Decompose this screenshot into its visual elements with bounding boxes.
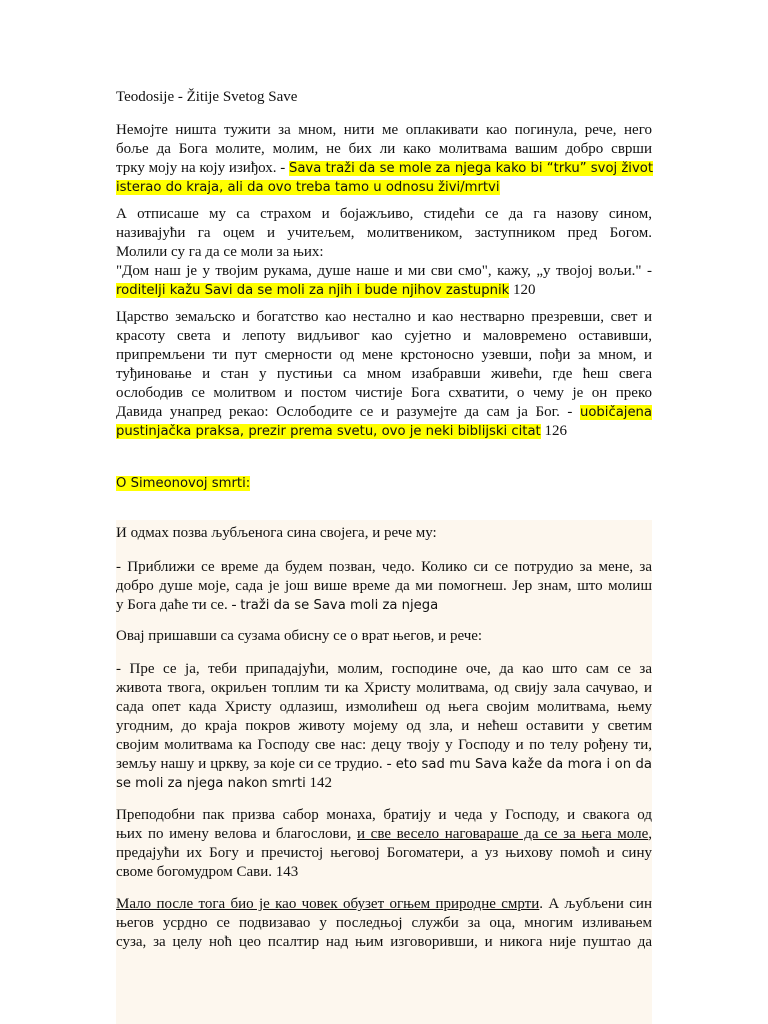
quote-paragraph-2-line xyxy=(116,596,652,615)
quote-paragraph-5-line: Преподобни пак призва сабор монаха, братију и чеда у Господу, и свакога од xyxy=(116,807,652,823)
quote-paragraph-4-line xyxy=(116,774,652,793)
quote-paragraph-4-line: својим молитвама ка Господу све нас: децу твоју у Господу и по телу рођену ти, xyxy=(116,737,652,753)
quote-paragraph-2-line: добро душе моје, сада је још више време да ми помогнеш. Јер знам, што молиш xyxy=(116,578,652,594)
comment-text: eto sad mu Sava kaže da mora i on da xyxy=(395,757,652,772)
section-heading xyxy=(116,474,652,493)
paragraph-2-line: А отписаше му са страхом и бојажљиво, стидећи се да га назову сином, xyxy=(116,206,652,222)
paragraph-3-line: Царство земаљско и богатство као нестално и као нестварно презревши, свет и xyxy=(116,309,652,325)
paragraph-3-line: туђиновање и стан у пустињи са мном изабравши живећи, где ћеш свега xyxy=(116,366,652,382)
underlined-text: и све весело наговараше да се за њега моле xyxy=(357,826,649,842)
quote-paragraph-5-line: своме богомудром Сави. 143 xyxy=(116,864,299,880)
highlighted-comment: pustinjačka praksa, prezir prema svetu, ovo je neki biblijski citat xyxy=(116,424,541,439)
paragraph-3-line: припремљени ти пут смерности од мене крстоносно узевши, пођи за мном, и xyxy=(116,347,652,363)
quote-paragraph-1: И одмах позва љубљенога сина својега, и рече му: xyxy=(116,525,437,541)
quote-paragraph-4-line xyxy=(116,755,652,774)
paragraph-2-line: називајући га оцем и учитељем, молитвеником, заступником пред Богом. xyxy=(116,225,652,241)
quote-paragraph-6-line xyxy=(116,895,652,914)
page-reference: 126 xyxy=(540,423,567,439)
page-reference: 120 xyxy=(509,282,536,298)
quote-paragraph-4-line: угодним, до краја покров животу мојему од зла, и нећеш оставити у светим xyxy=(116,718,652,734)
paragraph-3-line: красоту света и лепоту видљивог као сујетно и маловремено оставивши, xyxy=(116,328,652,344)
quote-paragraph-2-line: - Приближи се време да будем позван, чедо. Колико си се потрудио за мене, за xyxy=(116,559,652,575)
highlighted-comment: isterao do kraja, ali da ovo treba tamo u odnosu živi/mrtvi xyxy=(116,180,500,195)
highlighted-comment: Sava traži da se mole za njega kako bi “trku” svoj život xyxy=(288,161,654,176)
quote-paragraph-6-line: суза, за целу ноћ цео псалтир над њим изговоривши, и никога није пуштао да xyxy=(116,934,652,950)
text-run: земљу нашу и цркву, за које си се трудио. - xyxy=(116,756,396,772)
underlined-text: Мало после тога био је као човек обузет огњем природне смрти xyxy=(116,896,540,912)
text-run: . А љубљени син xyxy=(539,896,652,912)
text-run: Давида унапред рекао: Ослободите се и разумејте да сам ја Бог. - xyxy=(116,404,580,420)
paragraph-3-line xyxy=(116,422,652,441)
quote-paragraph-4-line: - Пре се ја, теби припадајући, молим, господине оче, да као што сам се за xyxy=(116,661,652,677)
quote-paragraph-3: Овај пришавши са сузама обисну се о врат његов, и рече: xyxy=(116,628,483,644)
paragraph-1-line xyxy=(116,159,652,178)
paragraph-1-line xyxy=(116,178,652,197)
text-run: , xyxy=(648,826,652,842)
quote-paragraph-4-line: сада опет када Христу одлазиш, измолићеш од њега својим молитвама, њему xyxy=(116,699,652,715)
text-run: у Бога даће ти се. - xyxy=(116,597,241,613)
quote-paragraph-5-line xyxy=(116,825,652,844)
paragraph-3-line xyxy=(116,403,652,422)
comment-text: se moli za njega nakon smrti xyxy=(116,776,306,791)
highlighted-comment: roditelji kažu Savi da se moli za njih i bude njihov zastupnik xyxy=(116,283,510,298)
document-title: Teodosije - Žitije Svetog Save xyxy=(116,89,298,105)
text-run: трку моју на коју изиђох. - xyxy=(116,160,289,176)
paragraph-1-line: Немојте ништа тужити за мном, нити ме оплакивати као погинула, рече, него xyxy=(116,122,652,138)
highlighted-comment: uobičajena xyxy=(579,405,652,420)
highlighted-heading: O Simeonovoj smrti: xyxy=(116,476,251,491)
paragraph-3-line: ослободив се молитвом и постом чистије Бога схватити, о чему је он преко xyxy=(116,385,652,401)
text-run: њих по имену велова и благослови, xyxy=(116,826,358,842)
paragraph-1-line: боље да Бога молите, молим, не бих ли како молитвама вашим добро сврши xyxy=(116,141,652,157)
paragraph-2-line: "Дом наш је у твојим рукама, душе наше и ми сви смо", кажу, „у твојој вољи." - xyxy=(116,263,652,279)
quote-paragraph-6-line: његов усрдно се подвизавао у последњој служби за оца, многим изливањем xyxy=(116,915,652,931)
page-reference: 142 xyxy=(305,775,333,791)
comment-text: traži da se Sava moli za njega xyxy=(240,598,439,613)
paragraph-2-line: Молили су га да се моли за њих: xyxy=(116,244,324,260)
paragraph-2-line xyxy=(116,281,652,300)
quote-paragraph-5-line: предајући их Богу и пречистој његовој Богоматери, а уз њихову помоћ и сину xyxy=(116,845,652,861)
quote-paragraph-4-line: живота твога, окриљен топлим ти ка Христу молитвама, од свију зала сачувао, и xyxy=(116,680,652,696)
